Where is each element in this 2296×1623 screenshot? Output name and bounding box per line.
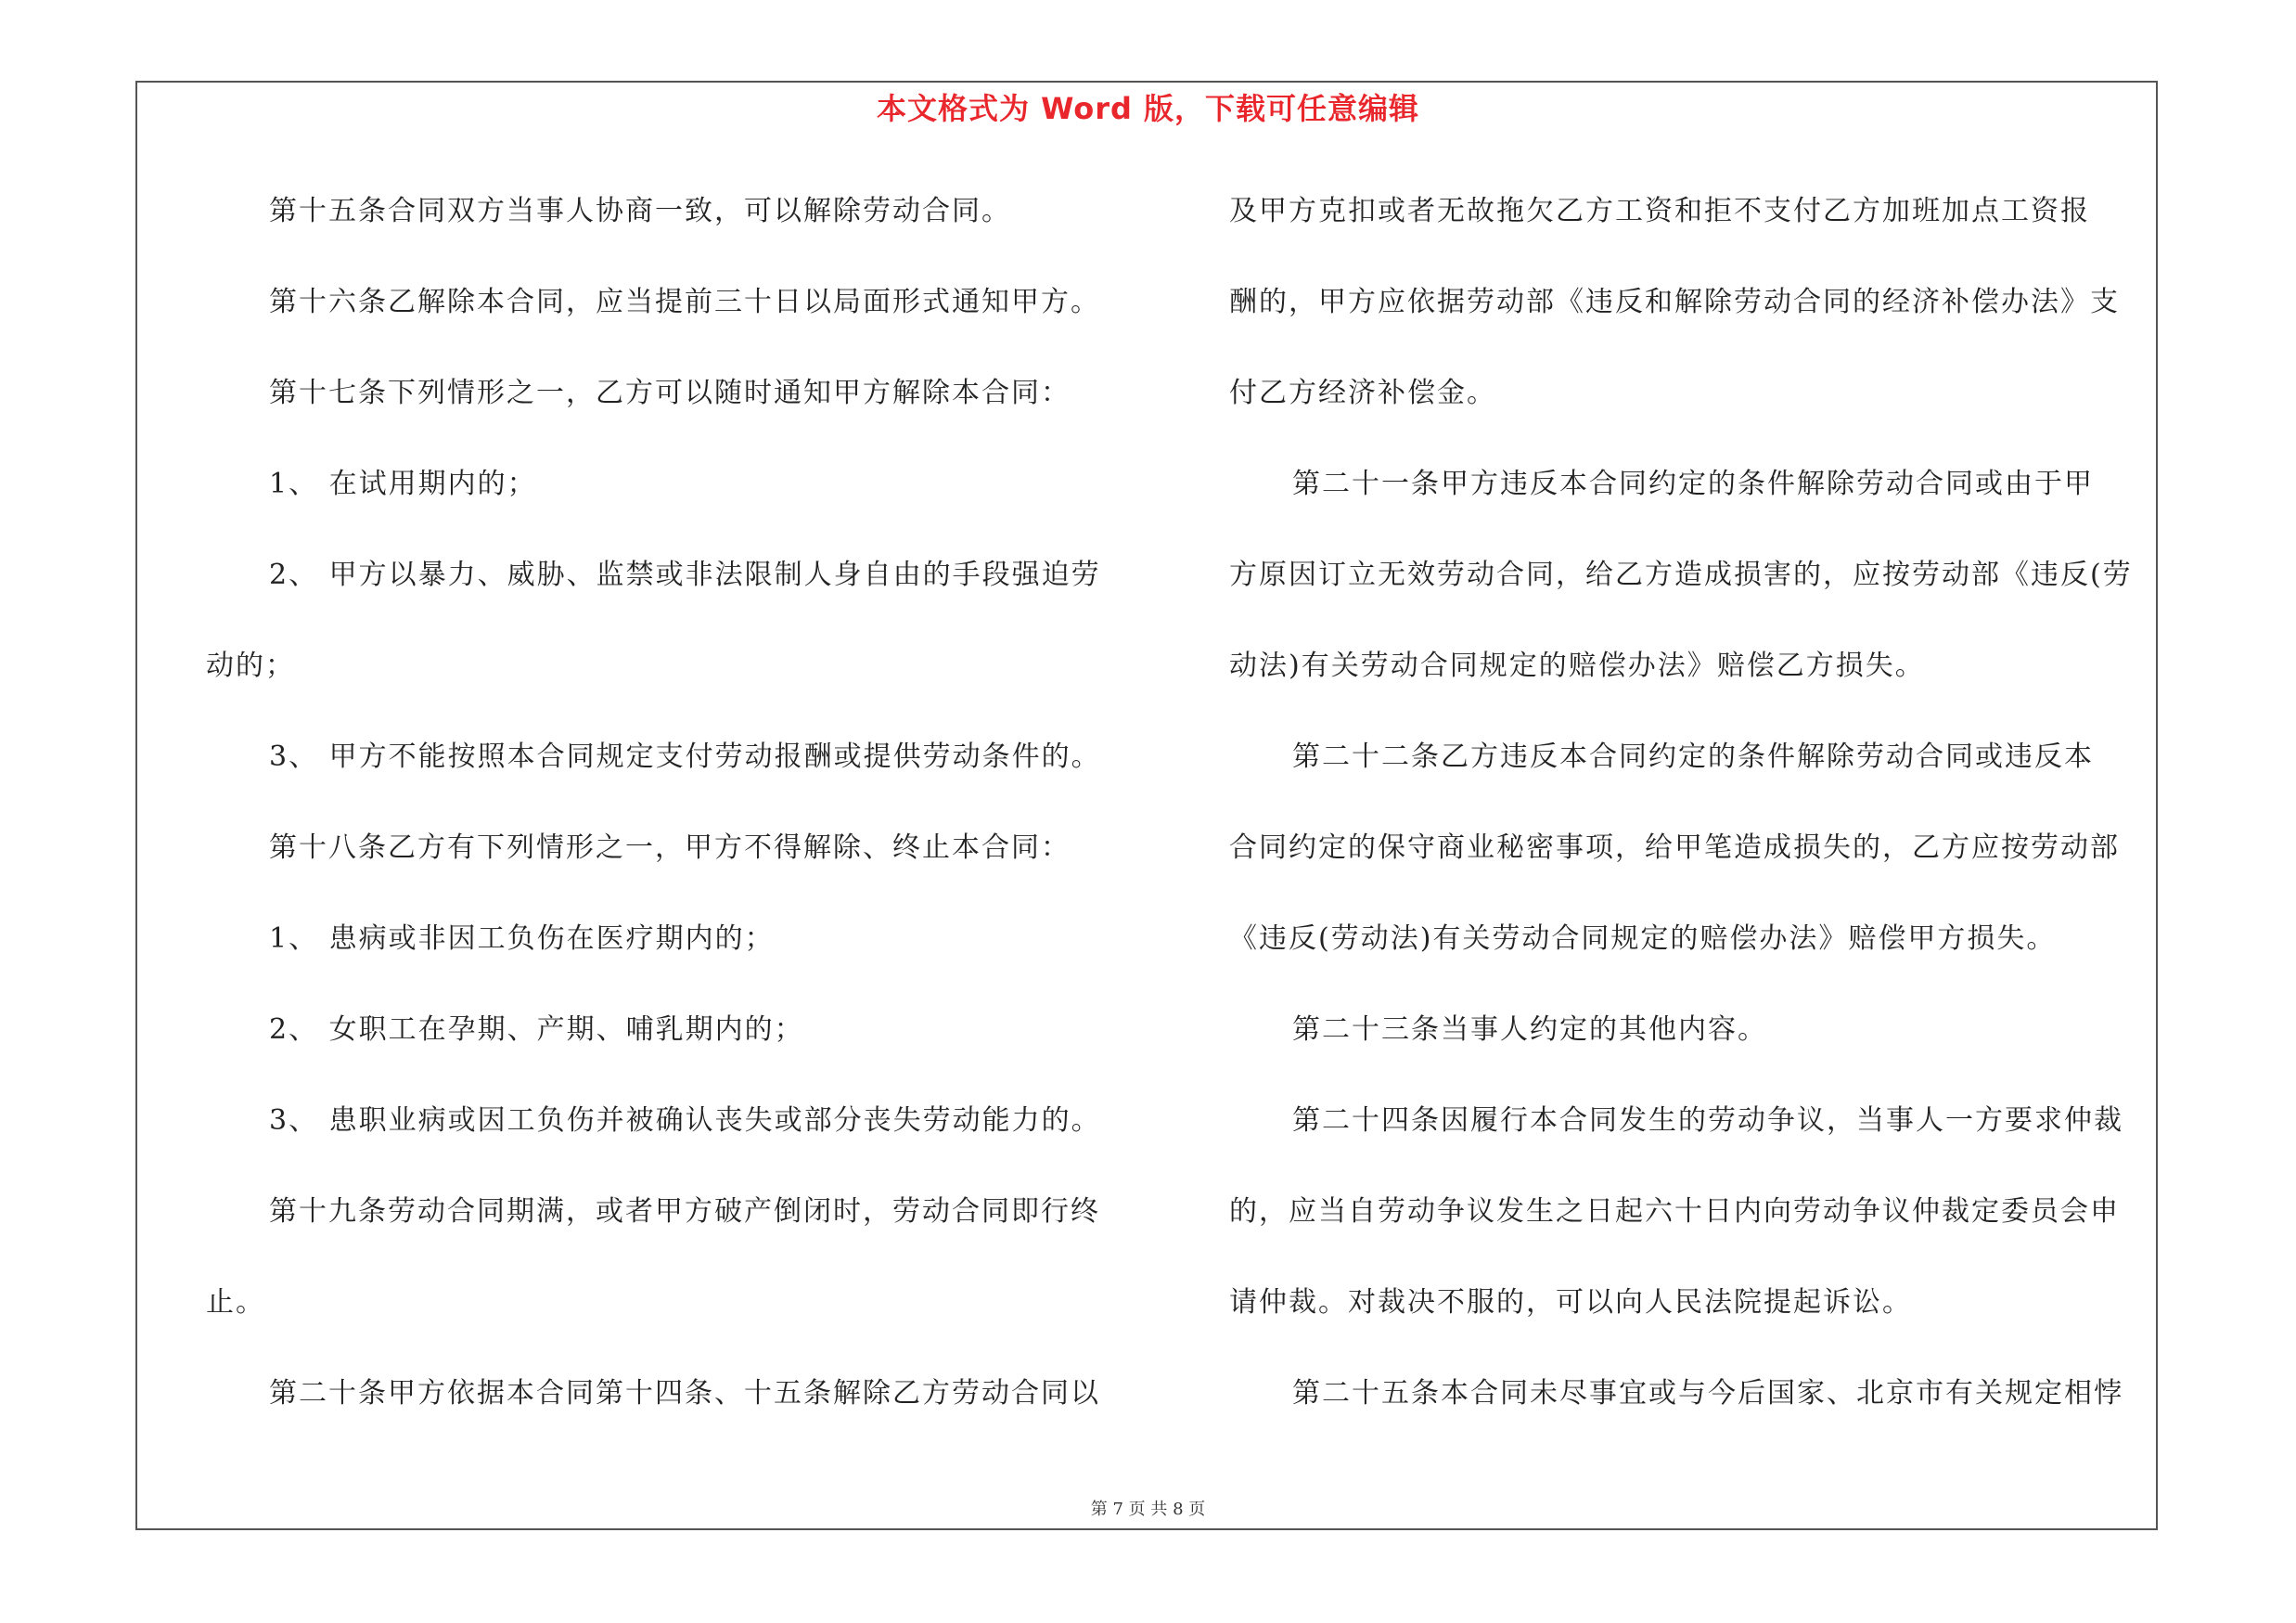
text-line: 第二十条甲方依据本合同第十四条、十五条解除乙方劳动合同以 <box>269 1377 1100 1410</box>
text-line: 第十六条乙解除本合同，应当提前三十日以局面形式通知甲方。 <box>269 286 1100 318</box>
left-column <box>206 184 1161 1457</box>
text-line: 请仲裁。对裁决不服的，可以向人民法院提起诉讼。 <box>1229 1286 1912 1319</box>
text-line: 酬的，甲方应依据劳动部《违反和解除劳动合同的经济补偿办法》支 <box>1229 286 2120 318</box>
text-line: 第二十一条甲方违反本合同约定的条件解除劳动合同或由于甲 <box>1292 468 2094 500</box>
text-line: 动的； <box>206 650 295 682</box>
text-line: 1、 患病或非因工负伤在医疗期内的； <box>269 922 775 955</box>
text-line: 第二十四条因履行本合同发生的劳动争议，当事人一方要求仲裁 <box>1292 1104 2123 1137</box>
text-line: 2、 甲方以暴力、威胁、监禁或非法限制人身自由的手段强迫劳 <box>269 559 1101 591</box>
text-line: 3、 患职业病或因工负伤并被确认丧失或部分丧失劳动能力的。 <box>269 1104 1101 1137</box>
text-line: 止。 <box>206 1286 265 1319</box>
text-line: 第十五条合同双方当事人协商一致，可以解除劳动合同。 <box>269 195 1011 227</box>
text-line: 动法)有关劳动合同规定的赔偿办法》赔偿乙方损失。 <box>1229 650 1925 682</box>
text-line: 方原因订立无效劳动合同，给乙方造成损害的，应按劳动部《违反(劳 <box>1229 559 2133 591</box>
text-line: 第二十五条本合同未尽事宜或与今后国家、北京市有关规定相悖 <box>1292 1377 2123 1410</box>
text-line: 及甲方克扣或者无故拖欠乙方工资和拒不支付乙方加班加点工资报 <box>1229 195 2090 227</box>
text-line: 1、 在试用期内的； <box>269 468 537 500</box>
text-line: 《违反(劳动法)有关劳动合同规定的赔偿办法》赔偿甲方损失。 <box>1229 922 2057 955</box>
format-banner: 本文格式为 Word 版，下载可任意编辑 <box>876 91 1420 126</box>
text-line: 2、 女职工在孕期、产期、哺乳期内的； <box>269 1013 804 1046</box>
text-line: 的，应当自劳动争议发生之日起六十日内向劳动争议仲裁定委员会申 <box>1229 1195 2120 1228</box>
text-line: 第十八条乙方有下列情形之一，甲方不得解除、终止本合同： <box>269 831 1071 864</box>
text-line: 第十七条下列情形之一，乙方可以随时通知甲方解除本合同： <box>269 377 1071 409</box>
text-line: 付乙方经济补偿金。 <box>1229 377 1496 409</box>
text-line: 第二十二条乙方违反本合同约定的条件解除劳动合同或违反本 <box>1292 741 2094 773</box>
text-line: 第二十三条当事人约定的其他内容。 <box>1292 1013 1767 1046</box>
page-number-footer: 第 7 页 共 8 页 <box>1090 1500 1206 1519</box>
text-line: 合同约定的保守商业秘密事项，给甲笔造成损失的，乙方应按劳动部 <box>1229 831 2120 864</box>
right-column <box>1229 184 2148 1457</box>
text-line: 第十九条劳动合同期满，或者甲方破产倒闭时，劳动合同即行终 <box>269 1195 1100 1228</box>
text-line: 3、 甲方不能按照本合同规定支付劳动报酬或提供劳动条件的。 <box>269 741 1101 773</box>
